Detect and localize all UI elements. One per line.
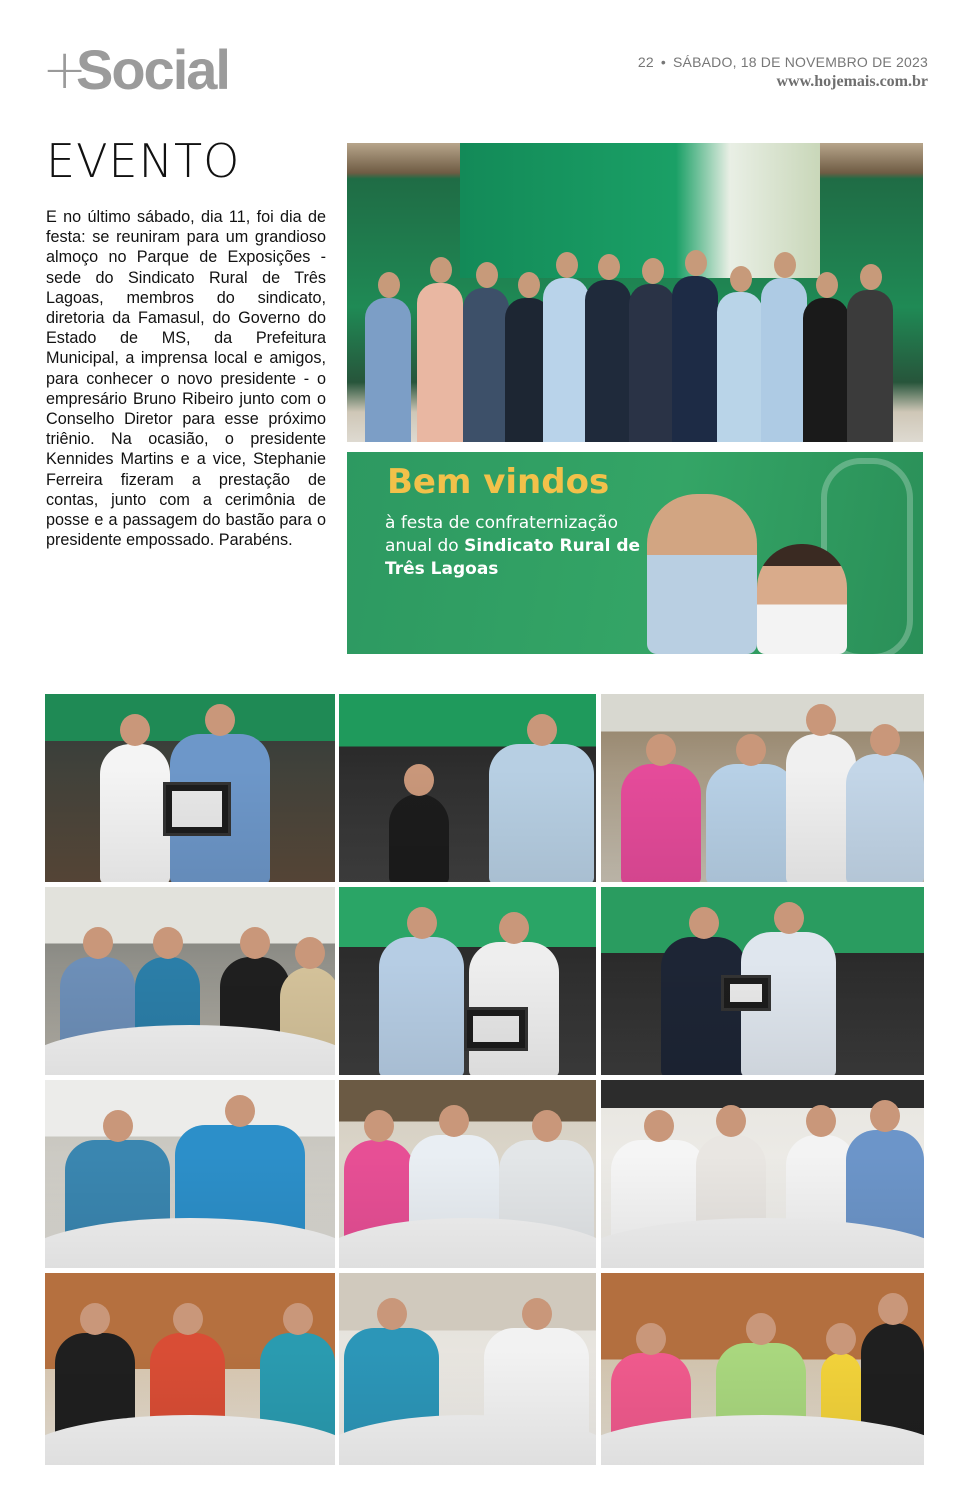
gallery-photo bbox=[339, 694, 596, 882]
welcome-banner-photo bbox=[347, 452, 923, 654]
page-date: SÁBADO, 18 DE NOVEMBRO DE 2023 bbox=[673, 54, 928, 70]
masthead-plus: + bbox=[42, 38, 88, 101]
site-url: www.hojemais.com.br bbox=[776, 73, 928, 90]
article-body: E no último sábado, dia 11, foi dia de festa: se reuniram para um grandioso almoço no Parque de Exposições - sede do Sindicato Rural de Três Lagoas, membros do sindicato, diretoria da Famasul, do Governo do Estado de MS, da Prefeitura Municipal, a imprensa local e amigos, para conhecer o novo presidente - o empresário Bruno Ribeiro junto com o Conselho Diretor para esse próximo triênio. Na ocasião, o presidente Kennides Martins e a vice, Stephanie Ferreira fizeram a prestação de contas, junto com a cerimônia de posse e a passagem do bastão para o presidente empossado. Parabéns. bbox=[46, 208, 326, 550]
gallery-photo bbox=[601, 694, 924, 882]
gallery-photo bbox=[339, 1273, 596, 1465]
gallery-photo bbox=[45, 1080, 335, 1268]
gallery-photo bbox=[601, 1273, 924, 1465]
group-photo bbox=[347, 143, 923, 442]
gallery-photo bbox=[601, 887, 924, 1075]
gallery-photo bbox=[45, 1273, 335, 1465]
page-info: 22 • SÁBADO, 18 DE NOVEMBRO DE 2023 www.hojemais.com.br bbox=[637, 54, 928, 90]
page-number: 22 bbox=[637, 54, 654, 70]
gallery-photo bbox=[339, 1080, 596, 1268]
gallery-photo bbox=[339, 887, 596, 1075]
gallery-photo bbox=[45, 694, 335, 882]
masthead-title: Social bbox=[76, 38, 229, 101]
gallery-photo bbox=[45, 887, 335, 1075]
gallery-photo bbox=[601, 1080, 924, 1268]
banner-title: Bem vindos bbox=[387, 462, 610, 502]
section-title: EVENTO bbox=[46, 134, 241, 188]
banner-subtitle: à festa de confraternização anual do Sindicato Rural de Três Lagoas bbox=[385, 513, 641, 579]
